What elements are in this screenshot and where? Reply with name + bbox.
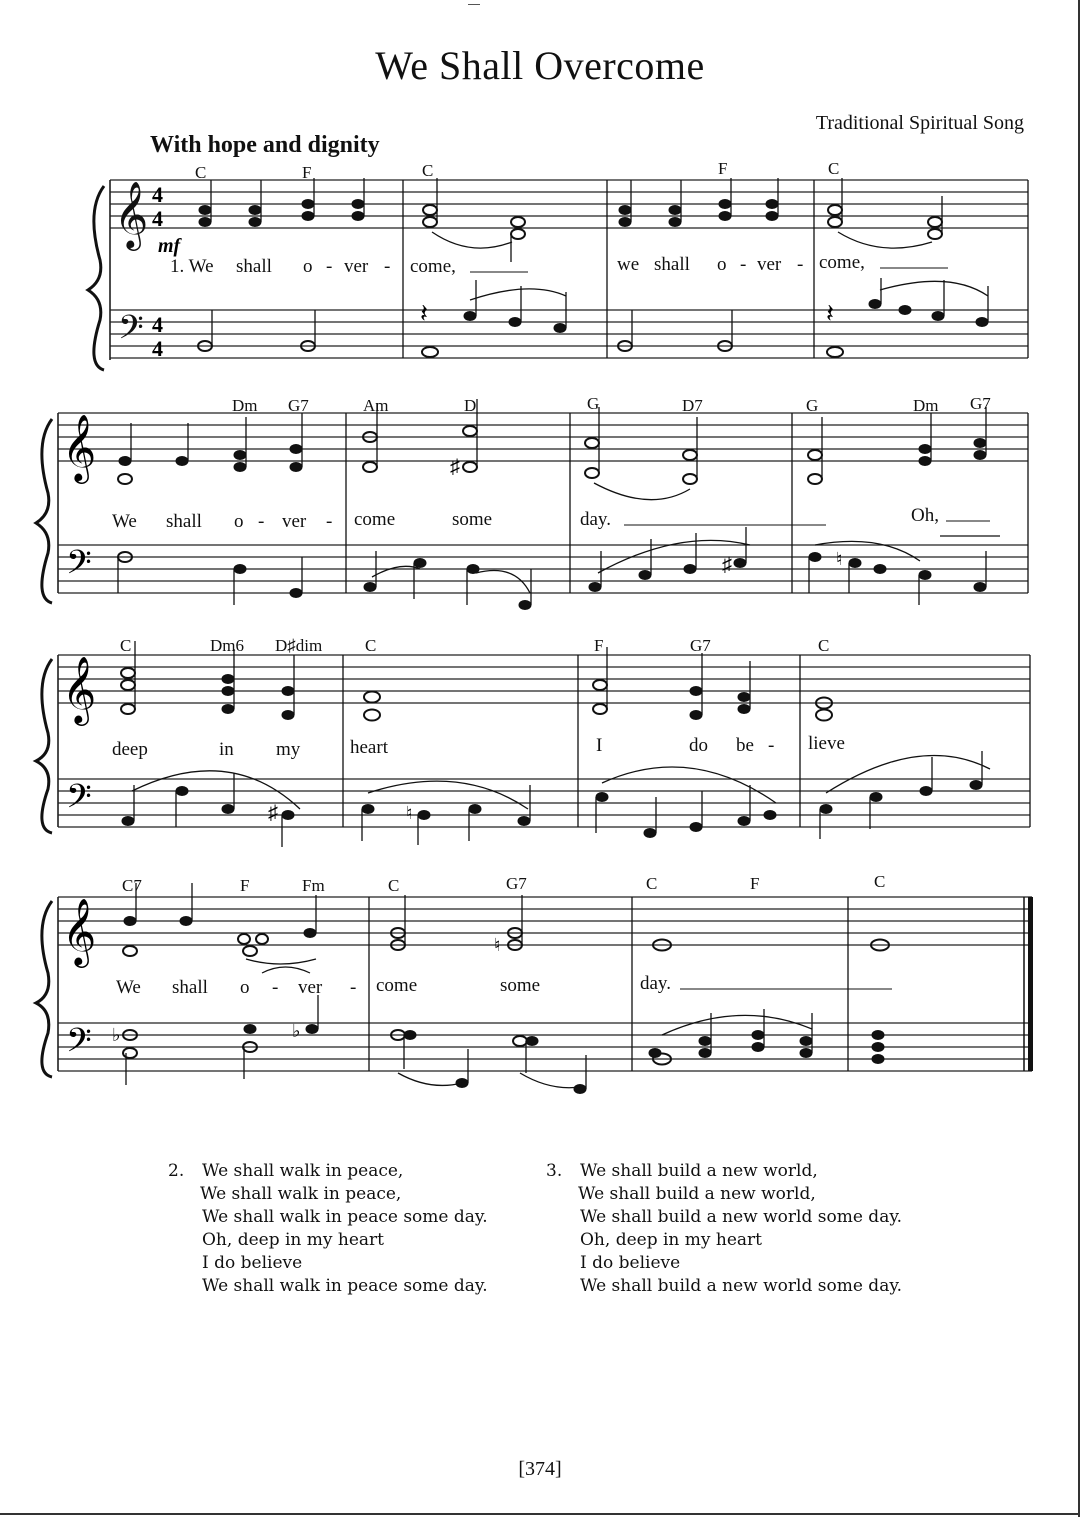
lyric-syllable: -	[768, 735, 775, 756]
lyric-syllable: be	[736, 735, 754, 756]
treble-clef: 𝄞	[62, 657, 97, 722]
bass-clef: 𝄢	[66, 544, 92, 589]
composer-credit: Traditional Spiritual Song	[815, 112, 1024, 134]
bass-notes	[123, 995, 884, 1094]
flat-icon: ♭	[292, 1021, 301, 1041]
chord-symbol: C	[120, 636, 132, 655]
music-system-3	[0, 633, 1080, 853]
lyric-syllable: o	[240, 977, 250, 998]
chord-symbol: Dm	[232, 396, 258, 415]
lyric-slur	[262, 967, 310, 973]
verse-line: We shall walk in peace some day.	[202, 1276, 488, 1296]
treble-clef: 𝄞	[62, 415, 97, 480]
page-number: [374]	[518, 1458, 562, 1480]
verse-line: We shall walk in peace,	[200, 1184, 402, 1204]
chord-symbol: D♯dim	[275, 636, 323, 655]
lyric-syllable: deep	[112, 739, 148, 760]
chord-symbol: G7	[288, 396, 309, 415]
treble-staff	[58, 897, 1032, 945]
chord-symbol: C	[828, 159, 840, 178]
chord-symbol: F	[302, 163, 312, 182]
verse-line: We shall build a new world,	[580, 1161, 818, 1181]
lyric-syllable: -	[797, 254, 804, 275]
flat-icon: ♭	[112, 1025, 121, 1045]
natural-icon: ♮	[836, 549, 843, 569]
slur	[826, 756, 990, 794]
lyric-syllable: my	[276, 739, 301, 760]
treble-clef: 𝄞	[62, 899, 97, 964]
lyric-syllable: We	[112, 511, 137, 532]
verse-line: I do believe	[580, 1253, 681, 1273]
lyric-syllable: o	[303, 256, 313, 277]
bass-notes	[122, 751, 982, 847]
sharp-icon: ♯	[722, 554, 732, 576]
page-edge-bottom	[0, 1513, 1080, 1515]
lyric-syllable: come,	[410, 256, 456, 277]
quarter-rest: 𝄽	[420, 299, 428, 328]
lyric-syllable: ver	[344, 256, 369, 277]
verse-line: I do believe	[202, 1253, 303, 1273]
grand-staff-brace	[36, 659, 52, 833]
chord-symbol: F	[718, 159, 728, 178]
chord-symbol: G7	[690, 636, 711, 655]
time-sig-bottom-treble: 4	[152, 206, 163, 231]
slur	[368, 781, 528, 809]
time-sig-top-bass: 4	[152, 312, 163, 337]
quarter-rest: 𝄽	[826, 299, 834, 328]
song-title: We Shall Overcome	[375, 43, 705, 88]
lyric-syllable: -	[384, 256, 391, 277]
slur	[470, 289, 566, 300]
treble-staff	[110, 180, 1028, 228]
lyric-syllable: o	[717, 254, 727, 275]
tie	[594, 483, 690, 500]
verse-number: 2.	[168, 1161, 185, 1181]
lyric-syllable: shall	[172, 977, 208, 998]
slur	[372, 566, 420, 577]
treble-notes	[199, 178, 942, 262]
music-system-1	[0, 150, 1080, 380]
chord-symbol: D	[464, 396, 477, 415]
lyric-syllable: come	[376, 975, 418, 996]
natural-icon: ♮	[406, 803, 413, 823]
verse-line: We shall build a new world some day.	[580, 1207, 903, 1227]
chord-symbol: G7	[506, 874, 527, 893]
chord-symbol: C	[874, 873, 886, 891]
lyric-syllable: shall	[236, 256, 272, 277]
bass-clef: 𝄢	[118, 309, 144, 354]
lyric-syllable: -	[350, 977, 357, 998]
dynamic-marking: mf	[158, 235, 181, 257]
lyric-syllable: some	[452, 509, 493, 530]
verse-3	[546, 1160, 903, 1298]
chord-symbol: C	[365, 636, 377, 655]
chord-symbol: Fm	[302, 876, 325, 895]
lyric-syllable: day.	[580, 509, 611, 530]
barlines	[369, 897, 848, 1071]
treble-staff	[58, 655, 1030, 703]
chord-symbol: F	[594, 636, 604, 655]
chord-symbol: C	[195, 163, 207, 182]
lyric-syllable: We	[116, 977, 141, 998]
bass-notes	[198, 278, 988, 357]
slur	[398, 1073, 462, 1085]
music-system-4	[0, 873, 1080, 1103]
slur	[520, 1073, 580, 1088]
lyric-syllable: come,	[819, 252, 865, 273]
lyric-syllable: -	[740, 254, 747, 275]
chord-symbol: G	[587, 394, 600, 413]
slur	[815, 541, 920, 561]
chord-symbol: Dm6	[210, 636, 244, 655]
verse-number: 3.	[546, 1161, 563, 1181]
chord-symbol: C	[646, 874, 658, 893]
lyric-syllable: some	[500, 975, 541, 996]
slur	[662, 1015, 812, 1035]
tie	[838, 232, 932, 248]
lyric-syllable: in	[219, 739, 234, 760]
verse-line: Oh, deep in my heart	[202, 1230, 385, 1250]
chord-symbol: F	[750, 874, 760, 893]
verse-line: We shall walk in peace,	[202, 1161, 404, 1181]
lyric-syllable: shall	[654, 254, 690, 275]
lyric-syllable: I	[596, 735, 603, 756]
scan-mark	[468, 4, 480, 5]
lyric-syllable: shall	[166, 511, 202, 532]
lyric-syllable: -	[258, 511, 265, 532]
grand-staff-brace	[88, 186, 104, 370]
lyric-syllable: Oh,	[911, 505, 939, 526]
chord-symbol: Am	[363, 396, 389, 415]
bass-clef: 𝄢	[66, 778, 92, 823]
verse-line: Oh, deep in my heart	[580, 1230, 763, 1250]
tie	[432, 232, 512, 248]
grand-staff-brace	[36, 419, 52, 603]
lyric-syllable: -	[272, 977, 279, 998]
lyric-syllable: 1. We	[170, 256, 214, 277]
lyric-syllable: ver	[298, 977, 323, 998]
chord-symbol: G	[806, 396, 819, 415]
time-sig-top-treble: 4	[152, 182, 163, 207]
tempo-marking: With hope and dignity	[150, 132, 380, 158]
lyric-syllable: -	[326, 256, 333, 277]
verse-line: We shall build a new world,	[578, 1184, 816, 1204]
verse-2	[168, 1160, 488, 1298]
chord-symbol: G7	[970, 394, 991, 413]
treble-clef: 𝄞	[114, 182, 149, 247]
grand-staff-brace	[36, 901, 52, 1077]
barlines	[403, 180, 1028, 358]
music-system-2	[0, 393, 1080, 623]
chord-symbol: C	[818, 636, 830, 655]
lyric-syllable: ver	[282, 511, 307, 532]
bass-staff	[58, 1023, 1032, 1071]
lyric-syllable: day.	[640, 973, 671, 994]
sharp-icon: ♯	[450, 456, 460, 478]
slur	[880, 281, 988, 296]
lyric-syllable: lieve	[808, 733, 845, 754]
chord-symbol: C	[388, 876, 400, 895]
verse-line: We shall build a new world some day.	[580, 1276, 903, 1296]
lyric-syllable: do	[689, 735, 708, 756]
chord-symbol: C	[422, 161, 434, 180]
sharp-icon: ♯	[268, 802, 278, 824]
barlines	[343, 655, 1030, 827]
verse-line: We shall walk in peace some day.	[202, 1207, 488, 1227]
tie	[246, 959, 316, 964]
chord-symbol: D7	[682, 396, 703, 415]
natural-icon: ♮	[494, 935, 501, 955]
final-barline	[1024, 897, 1033, 1071]
chord-symbol: F	[240, 876, 250, 895]
lyric-syllable: -	[326, 511, 333, 532]
chord-symbol: Dm	[913, 396, 939, 415]
lyric-syllable: heart	[350, 737, 388, 758]
lyric-syllable: ver	[757, 254, 782, 275]
bass-staff	[58, 779, 1030, 827]
bass-notes	[118, 527, 986, 610]
bass-clef: 𝄢	[66, 1022, 92, 1067]
bass-staff	[110, 310, 1028, 358]
chord-symbol: C7	[122, 876, 142, 895]
slur	[476, 571, 530, 594]
lyric-syllable: come	[354, 509, 396, 530]
lyric-syllable: o	[234, 511, 244, 532]
treble-staff	[58, 413, 1028, 461]
lyric-syllable: we	[617, 254, 640, 275]
time-sig-bottom-bass: 4	[152, 336, 163, 361]
